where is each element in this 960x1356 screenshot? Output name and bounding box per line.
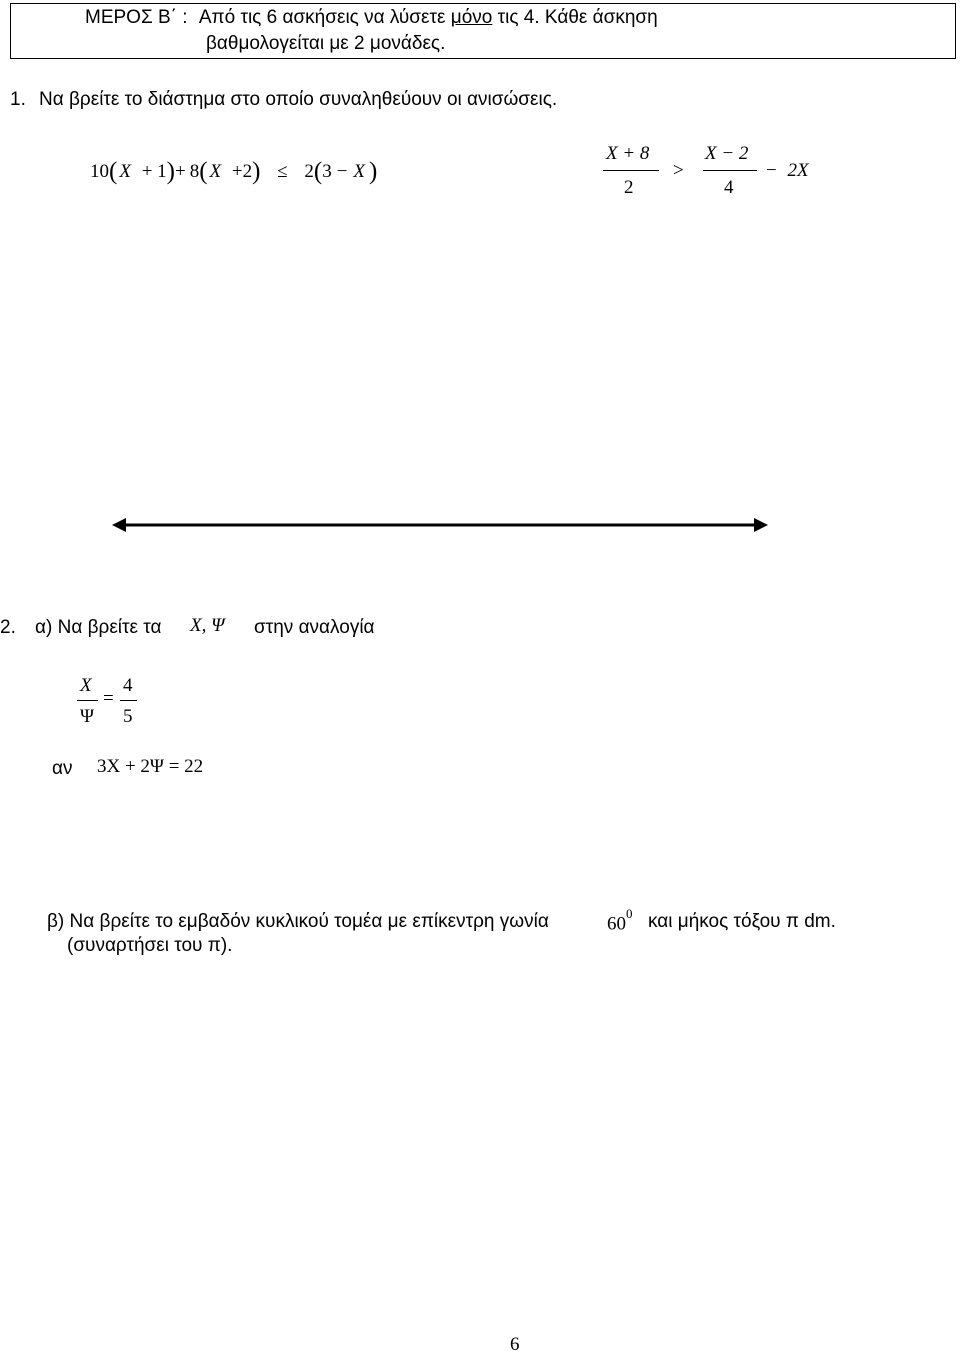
ineq1-coef-10: 10 (90, 161, 109, 182)
header-colon: : (182, 7, 188, 28)
number-line (110, 514, 770, 536)
prop-den-left: Ψ (80, 706, 95, 727)
ineq2-numerator-1 (606, 143, 649, 165)
ineq1-coef-8: 8 (189, 161, 200, 182)
angle-degree-sup: 0 (626, 906, 633, 921)
ineq2-fraction-bar-2 (703, 170, 757, 171)
prop-bar-right (120, 700, 137, 701)
ineq2-num1-text: X + 8 (606, 143, 650, 164)
exercise-2-number: 2. (0, 617, 16, 638)
ineq2-num2-text: X − 2 (705, 143, 749, 164)
ineq1-minus: − (336, 161, 348, 182)
ineq2-tail-minus: − (766, 160, 777, 181)
prop-eq: = (103, 688, 114, 709)
part-b-angle (607, 906, 633, 935)
prop-num-left: X (80, 675, 92, 696)
part-a-text: Να βρείτε τα (57, 617, 162, 638)
ineq2-denominator-1: 2 (624, 177, 634, 198)
ineq2-denominator-2: 4 (724, 177, 734, 198)
emphasis-word: μόνο (450, 7, 493, 28)
ineq2-tail-2x: 2X (787, 160, 809, 181)
ineq1-three: 3 (322, 161, 332, 182)
ineq1-var-x-3: X (353, 161, 366, 182)
instruction-text-end: τις 4. Κάθε άσκηση (497, 7, 658, 28)
part-a-vars: X, Ψ (190, 615, 225, 636)
ineq1-two: 2 (242, 161, 253, 182)
ineq2-tail (766, 160, 809, 182)
number-line-left-arrow (112, 518, 126, 532)
part-b-line-1 (47, 911, 549, 933)
section-label: ΜΕΡΟΣ Β΄ (85, 7, 177, 28)
inequality-1: 10( X + 1)+ 8( X +2) ≤ 2(3 − X ) (90, 158, 378, 185)
ineq2-fraction-bar-1 (603, 170, 659, 171)
part-a-tail: στην αναλογία (254, 617, 375, 638)
condition-equation: 3X + 2Ψ = 22 (97, 756, 204, 777)
page-number: 6 (510, 1334, 520, 1355)
exercise-1-text: Να βρείτε το διάστημα στο οποίο συναληθεύουν οι ανισώσεις. (39, 89, 558, 110)
part-b-label: β) (47, 911, 65, 932)
instruction-text: Από τις 6 ασκήσεις να λύσετε (198, 7, 446, 28)
condition-label: αν (52, 758, 73, 779)
ineq1-plus-3: + (231, 161, 243, 182)
header-line-2: βαθμολογείται με 2 μονάδες. (206, 33, 446, 54)
part-b-tail: και μήκος τόξου π dm. (648, 911, 836, 932)
ineq2-numerator-2 (705, 143, 748, 165)
ineq1-plus-2: + (174, 161, 186, 182)
prop-den-right: 5 (123, 706, 133, 727)
part-b-text: Να βρείτε το εμβαδόν κυκλικού τομέα με επίκεντρη γωνία (69, 911, 549, 932)
ineq1-coef-2: 2 (304, 161, 314, 182)
ineq1-leq: ≤ (277, 161, 288, 182)
prop-num-right: 4 (123, 675, 133, 696)
part-a-label: α) (35, 617, 53, 638)
ineq1-var-x-2: X (209, 161, 222, 182)
ineq1-var-x: X (119, 161, 131, 182)
ineq1-one: 1 (157, 161, 167, 182)
ineq2-gt: > (673, 160, 684, 181)
number-line-right-arrow (754, 518, 768, 532)
header-line-1 (85, 7, 658, 29)
angle-value: 60 (607, 913, 626, 935)
part-b-line-2: (συναρτήσει του π). (67, 935, 233, 956)
exercise-2a-line (35, 617, 161, 639)
ineq1-plus: + (141, 161, 153, 182)
prop-bar-left (77, 700, 98, 701)
exercise-1-number: 1. (10, 89, 26, 110)
